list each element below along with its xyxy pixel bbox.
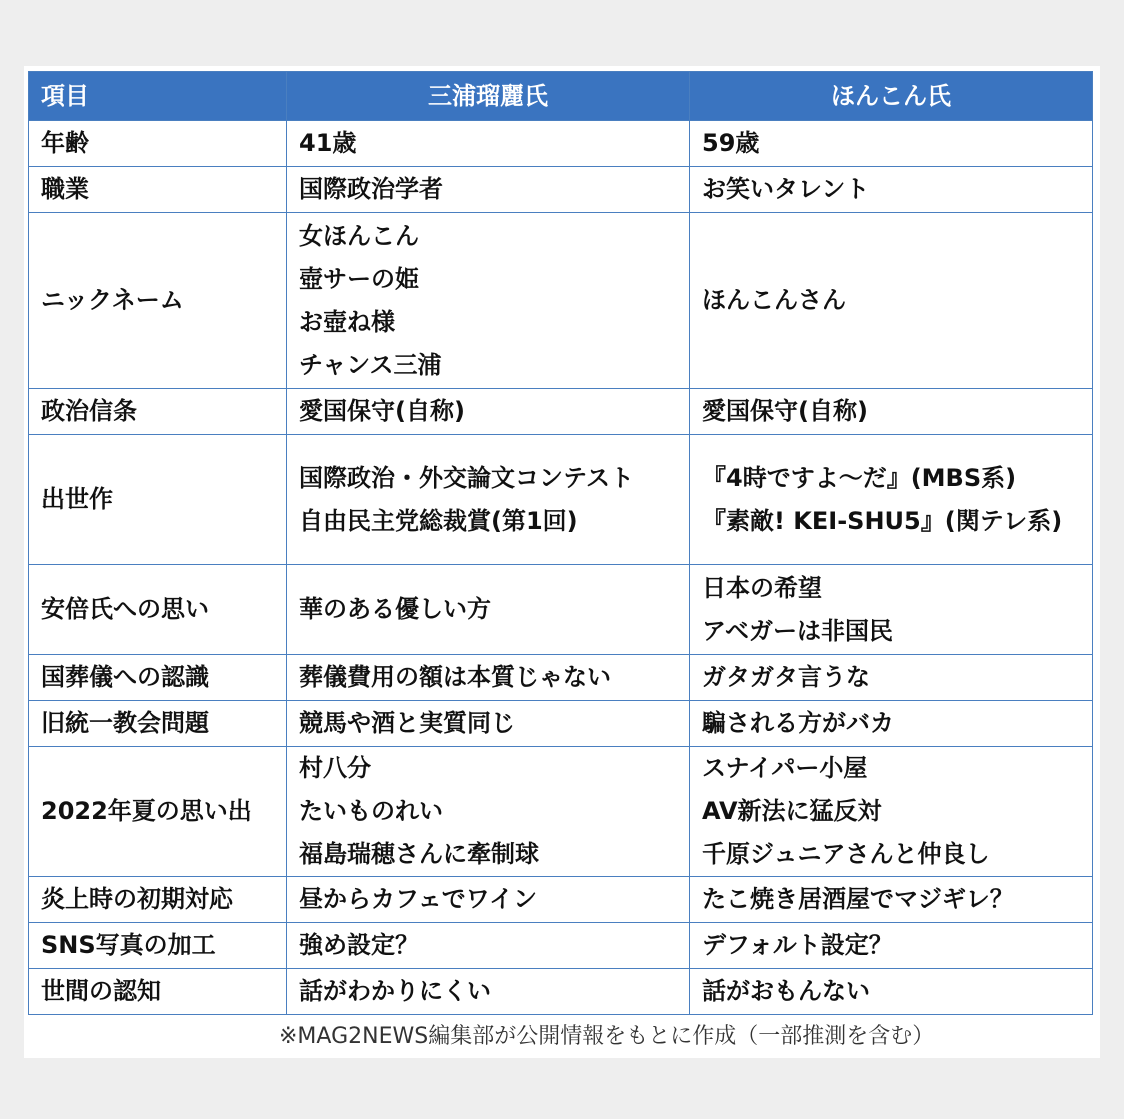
- cell-line: 昼からカフェでワイン: [299, 885, 538, 913]
- cell-line: 日本の希望: [702, 573, 822, 602]
- cell-line: 村八分: [299, 754, 371, 782]
- comparison-table: [28, 71, 1093, 1015]
- cell-honkon: [690, 877, 1093, 923]
- table-body: [29, 121, 1093, 1015]
- row-label: 炎上時の初期対応: [29, 877, 287, 923]
- cell-line: 話がわかりにくい: [299, 977, 491, 1005]
- cell-line: お壺ね様: [299, 307, 395, 336]
- cell-line: 華のある優しい方: [299, 595, 491, 623]
- cell-line: ガタガタ言うな: [702, 663, 870, 691]
- cell-line: 国際政治学者: [299, 175, 443, 203]
- table-row: [29, 923, 1093, 969]
- cell-line: 国際政治・外交論文コンテスト: [299, 463, 635, 492]
- row-label: SNS写真の加工: [29, 923, 287, 969]
- cell-honkon: [690, 969, 1093, 1015]
- cell-honkon: [690, 701, 1093, 747]
- row-label: 政治信条: [29, 389, 287, 435]
- cell-miura: [287, 655, 690, 701]
- table-row: [29, 167, 1093, 213]
- cell-line: チャンス三浦: [299, 350, 442, 379]
- cell-line: デフォルト設定？: [702, 931, 893, 959]
- cell-miura: [287, 747, 690, 877]
- cell-line: ほんこんさん: [702, 286, 846, 314]
- cell-honkon: [690, 121, 1093, 167]
- table-row: [29, 565, 1093, 655]
- cell-line: たいものれい: [299, 797, 443, 825]
- cell-miura: [287, 389, 690, 435]
- row-label: 国葬儀への認識: [29, 655, 287, 701]
- cell-miura: [287, 121, 690, 167]
- row-label: 職業: [29, 167, 287, 213]
- table-row: [29, 701, 1093, 747]
- table-row: [29, 435, 1093, 565]
- table-row: [29, 747, 1093, 877]
- cell-line: アベガーは非国民: [702, 616, 894, 645]
- cell-line: 愛国保守(自称): [299, 397, 465, 425]
- cell-honkon: [690, 923, 1093, 969]
- row-label: 出世作: [29, 435, 287, 565]
- cell-line: お笑いタレント: [702, 175, 870, 203]
- cell-miura: [287, 213, 690, 389]
- cell-line: 女ほんこん: [299, 221, 419, 250]
- cell-honkon: [690, 213, 1093, 389]
- cell-line: 壺サーの姫: [299, 264, 419, 293]
- cell-line: 『4時ですよ〜だ』(MBS系): [702, 463, 1017, 492]
- table-header-row: [29, 72, 1093, 121]
- cell-miura: [287, 923, 690, 969]
- table-row: [29, 389, 1093, 435]
- table-row: [29, 655, 1093, 701]
- row-label: 年齢: [29, 121, 287, 167]
- comparison-card: [24, 66, 1100, 1058]
- cell-line: 『素敵! KEI-SHU5』(関テレ系): [702, 506, 1063, 535]
- cell-line: 愛国保守(自称): [702, 397, 868, 425]
- cell-line: 葬儀費用の額は本質じゃない: [299, 663, 611, 691]
- cell-line: 千原ジュニアさんと仲良し: [702, 840, 990, 868]
- header-miura: 三浦瑠麗氏: [287, 72, 690, 121]
- cell-line: スナイパー小屋: [702, 754, 868, 782]
- cell-honkon: [690, 747, 1093, 877]
- table-row: [29, 121, 1093, 167]
- header-honkon: ほんこん氏: [690, 72, 1093, 121]
- table-row: [29, 213, 1093, 389]
- row-label: 安倍氏への思い: [29, 565, 287, 655]
- row-label: 世間の認知: [29, 969, 287, 1015]
- cell-line: 話がおもんない: [702, 977, 870, 1005]
- cell-miura: [287, 435, 690, 565]
- header-item: 項目: [29, 72, 287, 121]
- cell-line: 強め設定？: [299, 931, 419, 959]
- cell-line: 41歳: [299, 129, 357, 157]
- cell-line: AV新法に猛反対: [702, 797, 882, 825]
- table-row: [29, 877, 1093, 923]
- cell-miura: [287, 167, 690, 213]
- row-label: 旧統一教会問題: [29, 701, 287, 747]
- cell-miura: [287, 969, 690, 1015]
- cell-line: 福島瑞穂さんに牽制球: [299, 840, 539, 868]
- cell-honkon: [690, 389, 1093, 435]
- cell-line: 自由民主党総裁賞(第1回): [299, 506, 578, 535]
- cell-honkon: [690, 565, 1093, 655]
- cell-line: 騙される方がバカ: [702, 709, 894, 737]
- cell-miura: [287, 877, 690, 923]
- cell-honkon: [690, 167, 1093, 213]
- cell-line: 59歳: [702, 129, 760, 157]
- cell-miura: [287, 701, 690, 747]
- row-label: ニックネーム: [29, 213, 287, 389]
- row-label: 2022年夏の思い出: [29, 747, 287, 877]
- cell-honkon: [690, 435, 1093, 565]
- cell-line: たこ焼き居酒屋でマジギレ？: [702, 885, 1014, 913]
- cell-honkon: [690, 655, 1093, 701]
- table-row: [29, 969, 1093, 1015]
- footnote: ※MAG2NEWS編集部が公開情報をもとに作成（一部推測を含む）: [279, 1024, 935, 1049]
- cell-miura: [287, 565, 690, 655]
- cell-line: 競馬や酒と実質同じ: [299, 709, 515, 737]
